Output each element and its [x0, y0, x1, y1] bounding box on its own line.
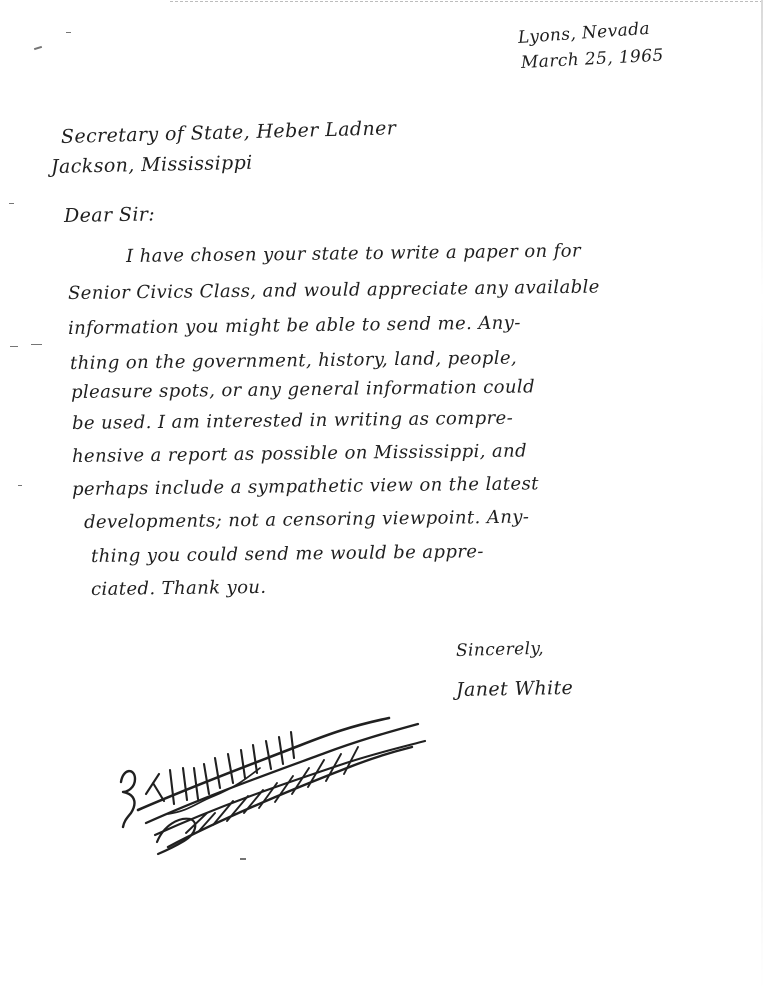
body-line: thing on the government, history, land, people, [69, 347, 518, 374]
body-line: pleasure spots, or any general information could [70, 376, 536, 403]
body-line: ciated. Thank you. [90, 576, 267, 600]
recipient-title-name: Secretary of State, Heber Ladner [60, 117, 397, 148]
body-line: information you might be able to send me. Any- [67, 312, 521, 339]
handwritten-annotation-scribble [103, 710, 433, 870]
salutation: Dear Sir: [63, 203, 156, 227]
stray-mark [66, 32, 71, 33]
stray-mark [34, 46, 42, 50]
letter-date: March 25, 1965 [520, 45, 665, 73]
body-line: perhaps include a sympathetic view on the latest [71, 473, 539, 500]
body-line: Senior Civics Class, and would appreciate any available [67, 276, 600, 304]
recipient-city: Jackson, Mississippi [50, 151, 253, 178]
stray-mark [31, 344, 42, 345]
body-line: hensive a report as possible on Mississippi, and [71, 440, 528, 467]
body-line: developments; not a censoring viewpoint. Any- [83, 506, 530, 533]
closing: Sincerely, [455, 638, 545, 661]
body-line: thing you could send me would be appre- [90, 541, 484, 567]
stray-mark [9, 203, 14, 204]
stray-mark [18, 485, 22, 486]
signature: Janet White [455, 676, 574, 701]
letter-place: Lyons, Nevada [517, 18, 651, 48]
stray-mark [10, 346, 18, 347]
body-line: I have chosen your state to write a paper on for [125, 240, 582, 267]
scan-edge-line [170, 1, 763, 5]
body-line: be used. I am interested in writing as compre- [71, 407, 514, 434]
